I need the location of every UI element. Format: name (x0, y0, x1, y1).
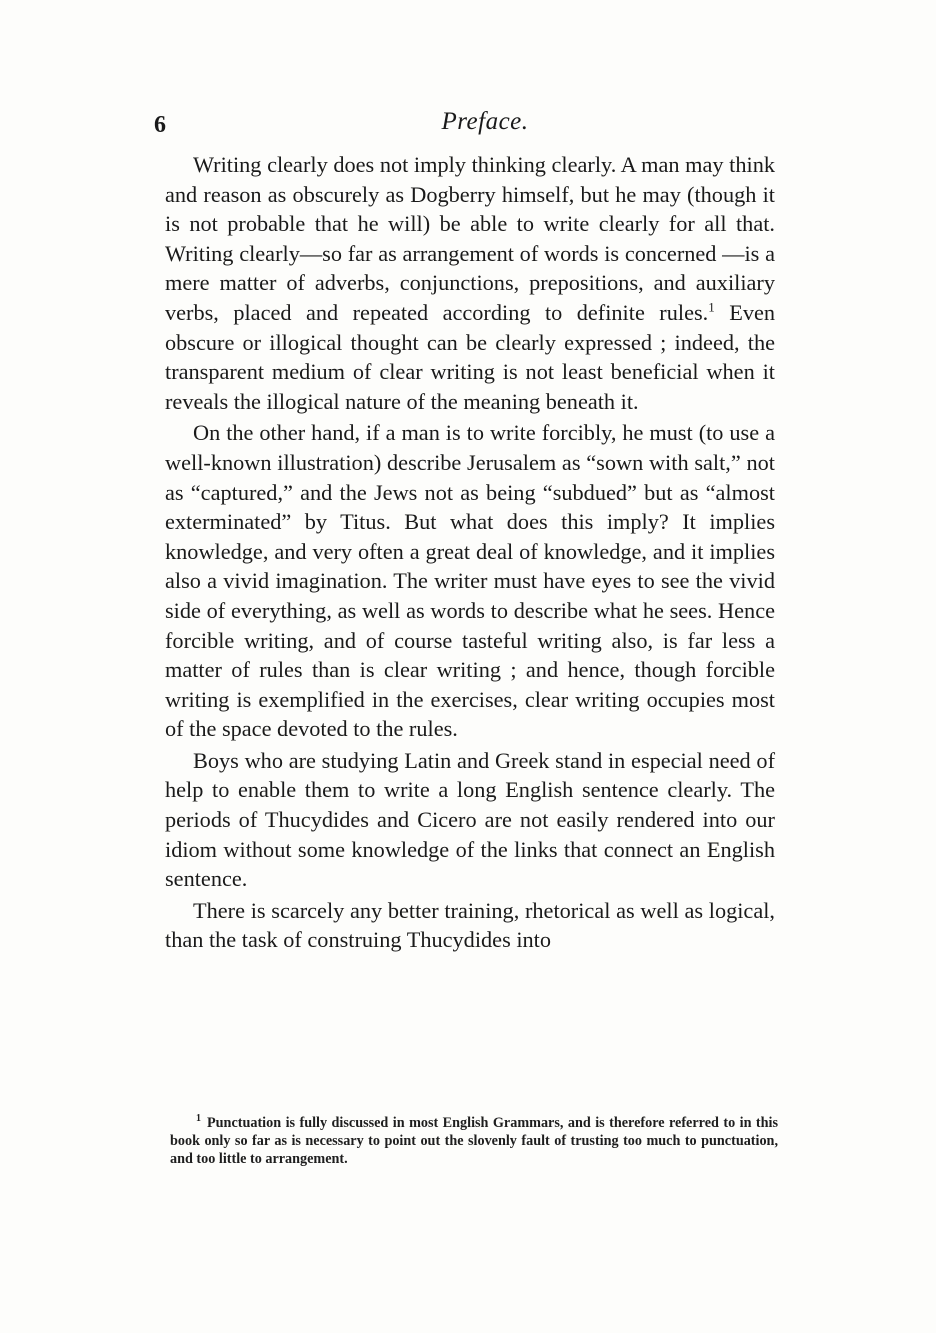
paragraph-3: Boys who are studying Latin and Greek stand in especial need of help to enable them to write a long English sentence clearly. The periods of Thucydides and Cicero are not easily rendered into our idiom without some knowledge of the links that connect an English sentence. (165, 747, 775, 892)
footnote-text: Punctuation is fully discussed in most English Grammars, and is therefore referred to in this book only so far as is necessary to point out the slovenly fault of trusting too much to punctuation, and too little to arrangement. (170, 1115, 778, 1167)
page-header (150, 108, 790, 148)
paragraph-2: On the other hand, if a man is to write forcibly, he must (to use a well-known illustration) describe Jerusalem as “sown with salt,” not as “captured,” and the Jews not as being “subdued” but as “almost exterminated” by Titus. But what does this imply? It implies knowledge, and very often a great deal of knowledge, and it implies also a vivid imagination. The writer must have eyes to see the vivid side of everything, as well as words to describe what he sees. Hence forcible writing, and of course tasteful writing also, is far less a matter of rules than is clear writing ; and hence, though forcible writing is exemplified in the exercises, clear writing occupies most of the space devoted to the rules. (165, 420, 775, 742)
page-number: 6 (154, 112, 166, 138)
running-title: Preface. (441, 108, 529, 135)
paragraph-1-text-b: Even obscure or illogical thought can be clearly expressed ; indeed, the transparent medium of clear writing is not least beneficial when it reveals the illogical nature of the meaning beneath it. (165, 299, 776, 414)
paragraph-4: There is scarcely any better training, rhetorical as well as logical, than the task of construing Thucydides into (165, 897, 775, 953)
footnote: 1 Punctuation is fully discussed in most English Grammars, and is therefore referred to in this book only so far as is necessary to point out the slovenly fault of trusting too much to punctuation, and too little to arrangement. (170, 1113, 778, 1167)
paragraph-1-text-a: Writing clearly does not imply thinking clearly. A man may think and reason as obscurely as Dogberry himself, but he may (though it is not probable that he will) be able to write clearly for all that. Writing clearly—so far as arrangement of words is concerned —is a mere matter of adverbs, conjunctions, prepositions, and auxiliary verbs, placed and repeated according to definite rules. (165, 152, 775, 325)
main-text (165, 150, 775, 955)
paragraph-1 (165, 150, 775, 416)
footnote-reference: 1 (708, 299, 715, 315)
